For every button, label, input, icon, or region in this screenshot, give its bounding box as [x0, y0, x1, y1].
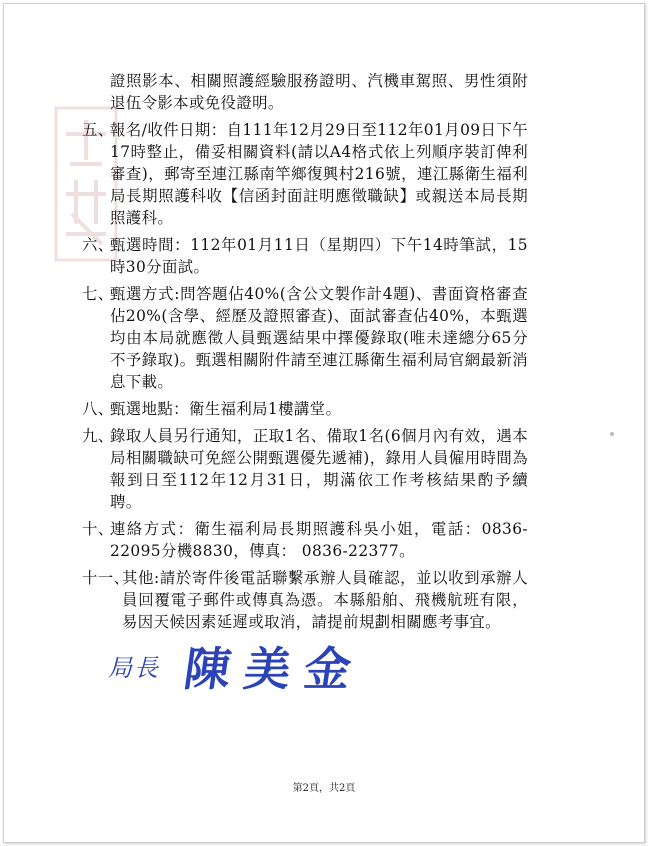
item-number: 九、: [82, 427, 114, 445]
signature-title: 局長: [108, 654, 160, 682]
list-item: [82, 425, 528, 513]
item-text: 報名/收件日期：自111年12月29日至112年01月09日下午17時整止，備妥相關資料(請以A4格式依上列順序裝訂俾利審查)，郵寄至連江縣南竿鄉復興村216號，連江縣衛生福利局長期照護科收【信函封面註明應徵職缺】或親送本局長期照護科。: [110, 121, 528, 227]
item-text: 甄選地點：衛生福利局1樓講堂。: [110, 400, 342, 418]
item-text: 甄選時間：112年01月11日（星期四）下午14時筆試，15時30分面試。: [110, 236, 528, 276]
list-item: [82, 283, 528, 393]
item-number: 八、: [82, 400, 114, 418]
item-number: 十一、: [82, 569, 130, 587]
item-text: 連絡方式：衛生福利局長期照護科吳小姐，電話：0836-22095分機8830，傳真： 0836-22377。: [110, 520, 528, 560]
item-text: 其他:請於寄件後電話聯繫承辦人員確認，並以收到承辦人員回覆電子郵件或傳真為憑。本縣船舶、飛機航班有限，易因天候因素延遲或取消，請提前規劃相關應考事宜。: [122, 569, 528, 631]
list-item: [82, 398, 528, 420]
page-number: 第2頁，共2頁: [292, 783, 356, 794]
list-item: [82, 567, 528, 633]
continued-paragraph: 證照影本、相關照護經驗服務證明、汽機車駕照、男性須附退伍令影本或免役證明。: [110, 72, 528, 112]
list-item: [82, 518, 528, 562]
item-text: 甄選方式:問答題佔40%(含公文製作計4題)、書面資格審查佔20%(含學、經歷及證照審查)、面試審查佔40%，本甄選均由本局就應徵人員甄選結果中擇優錄取(唯未達總分65分不予錄取)。甄選相關附件請至連江縣衛生福利局官網最新消息下載。: [110, 285, 528, 391]
scan-speck: [610, 432, 614, 436]
item-number: 十、: [82, 520, 114, 538]
document-body: [82, 70, 528, 638]
item-number: 五、: [82, 121, 114, 139]
list-item: [82, 234, 528, 278]
list-item: [82, 119, 528, 229]
item-number: 六、: [82, 236, 114, 254]
signature-name: 陳美金: [180, 642, 369, 696]
item-text: 錄取人員另行通知，正取1名、備取1名(6個月內有效，遇本局相關職缺可免經公開甄選優先遞補)，錄用人員僱用時間為報到日至112年12月31日，期滿依工作考核結果酌予續聘。: [110, 427, 528, 511]
item-number: 七、: [82, 285, 114, 303]
